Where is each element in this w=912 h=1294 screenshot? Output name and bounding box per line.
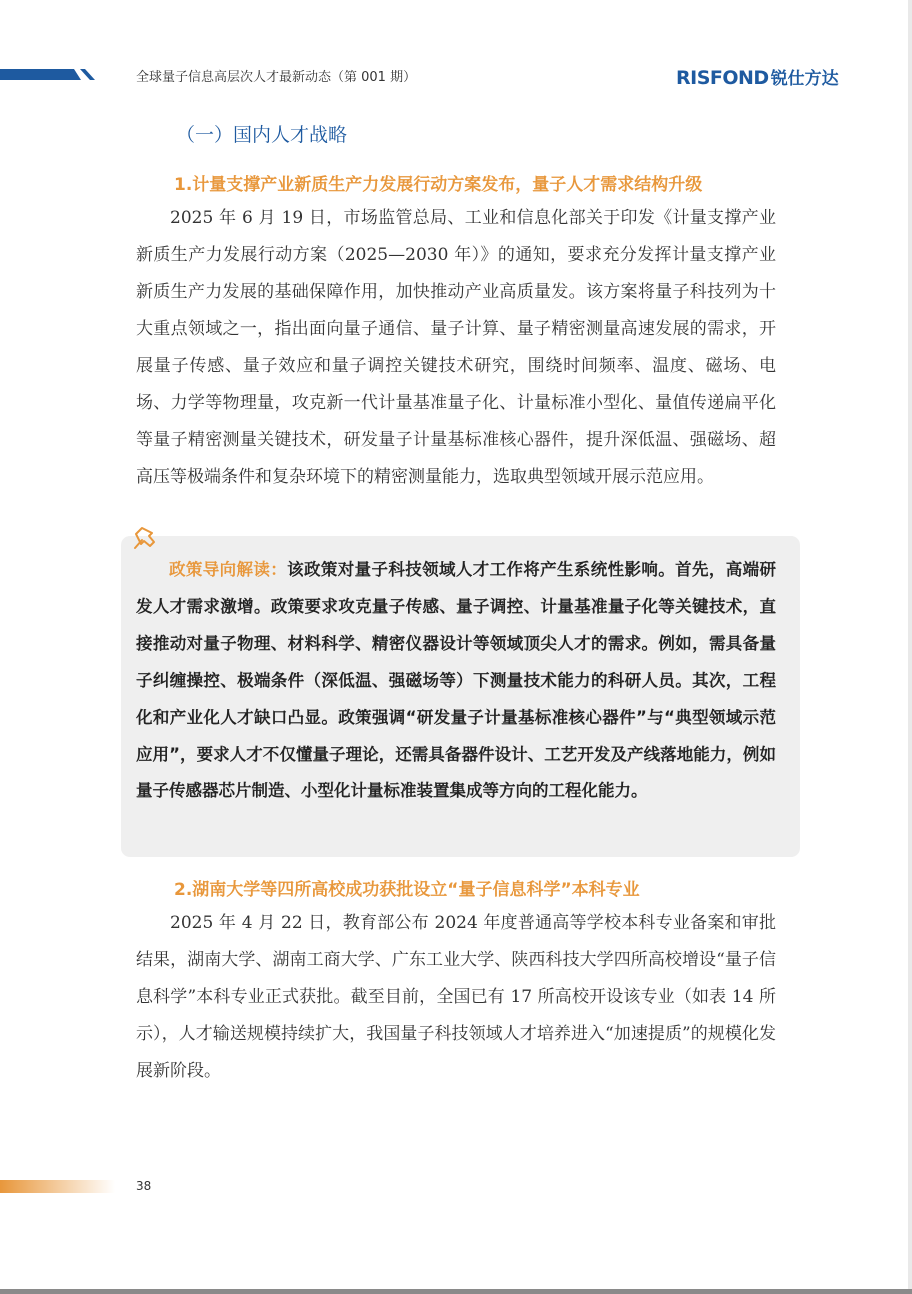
page-bottom-edge — [0, 1289, 912, 1294]
footer-gradient-bar — [0, 1180, 115, 1194]
header-stripe-icon — [0, 0, 100, 90]
item-2-heading: 2.湖南大学等四所高校成功获批设立“量子信息科学”本科专业 — [174, 880, 640, 900]
item-2-paragraph: 2025 年 4 月 22 日，教育部公布 2024 年度普通高等学校本科专业备案和审批结果，湖南大学、湖南工商大学、广东工业大学、陕西科技大学四所高校增设“量子信息科学”本科专业正式获批。截至目前，全国已有 17 所高校开设该专业（如表 14 所示），人才输送规模持续扩大，我国量子科技领域人才培养进入“加速提质”的规模化发展新阶段。 — [136, 913, 776, 1081]
item-1-heading: 1.计量支撑产业新质生产力发展行动方案发布，量子人才需求结构升级 — [174, 175, 703, 195]
policy-body: 该政策对量子科技领域人才工作将产生系统性影响。首先，高端研发人才需求激增。政策要求攻克量子传感、量子调控、计量基准量子化等关键技术，直接推动对量子物理、材料科学、精密仪器设计等领域顶尖人才的需求。例如，需具备量子纠缠操控、极端条件（深低温、强磁场等）下测量技术能力的科研人员。其次，工程化和产业化人才缺口凸显。政策强调“研发量子计量基标准核心器件”与“典型领域示范应用”，要求人才不仅懂量子理论，还需具备器件设计、工艺开发及产线落地能力，例如量子传感器芯片制造、小型化计量标准装置集成等方向的工程化能力。 — [136, 560, 777, 801]
section-title: （一）国内人才战略 — [176, 124, 348, 146]
policy-label: 政策导向解读： — [169, 560, 288, 579]
page-right-edge — [908, 0, 912, 1294]
item-1-paragraph: 2025 年 6 月 19 日，市场监管总局、工业和信息化部关于印发《计量支撑产业新质生产力发展行动方案（2025—2030 年）》的通知，要求充分发挥计量支撑产业新质生产力发展的基础保障作用，加快推动产业高质量发。该方案将量子科技列为十大重点领域之一，指出面向量子通信、量子计算、量子精密测量高速发展的需求，开展量子传感、量子效应和量子调控关键技术研究，围绕时间频率、温度、磁场、电场、力学等物理量，攻克新一代计量基准量子化、计量标准小型化、量值传递扁平化等量子精密测量关键技术，研发量子计量基标准核心器件，提升深低温、强磁场、超高压等极端条件和复杂环境下的精密测量能力，选取典型领域开展示范应用。 — [136, 208, 776, 487]
company-logo — [676, 64, 839, 89]
logo-wordmark: RISFOND — [676, 67, 769, 89]
page-number: 38 — [136, 1179, 152, 1193]
logo-cjk-name: 锐仕方达 — [770, 69, 839, 89]
running-title: 全球量子信息高层次人才最新动态（第 001 期） — [136, 70, 417, 85]
pushpin-icon — [132, 524, 162, 552]
policy-text — [136, 552, 776, 810]
